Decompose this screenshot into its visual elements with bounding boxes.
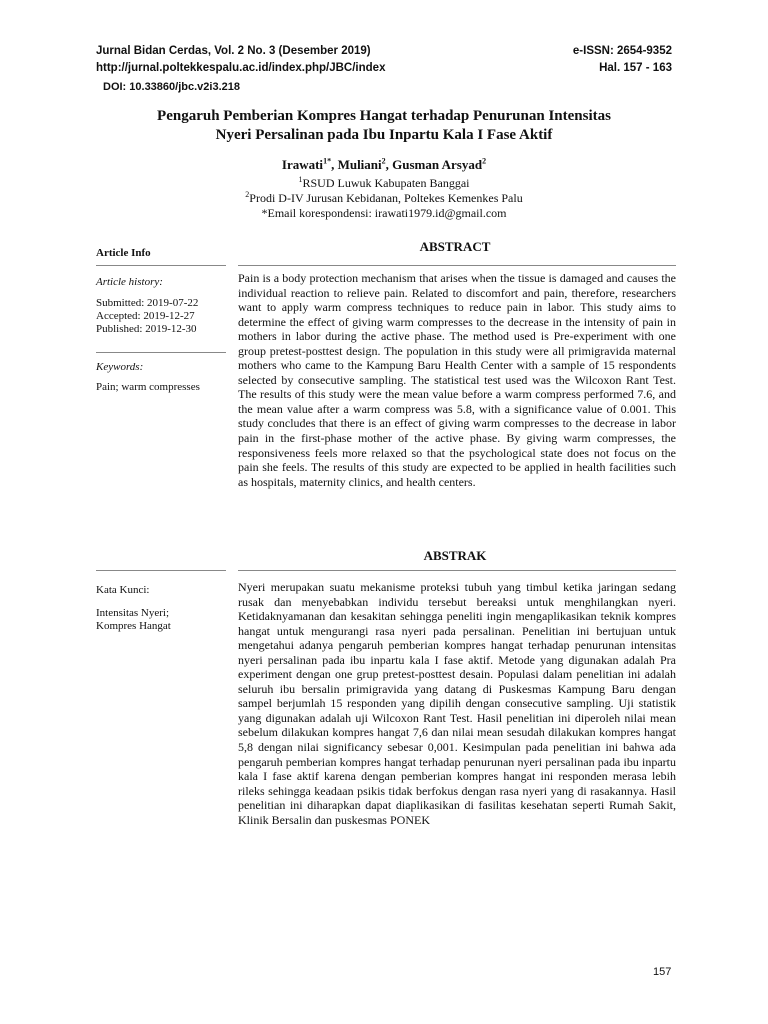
published-date: Published: 2019-12-30 — [96, 323, 197, 335]
abstrak-heading: ABSTRAK — [423, 548, 487, 563]
title-line-2: Nyeri Persalinan pada Ibu Inpartu Kala I Fase Aktif — [215, 127, 553, 143]
divider — [238, 570, 676, 571]
abstract-text: Pain is a body protection mechanism that arises when the tissue is damaged and causes the individual reaction to relieve pain. Related to discomfort and pain, therefore, researchers want to apply warm compress techniques to reduce pain in labor. This study aims to determine the effect of giving warm compresses to the decrease in the intensity of pain in mothers in labor during the active phase. The method used is Pre-experiment with one group pretest-posttest design. The population in this study were all primigravida maternal mothers who came to the Kampung Baru Health Center with a sample of 15 respondents selected by consecutive sampling. The statistical test used was the Wilcoxon Rant Test. The results of this study were the mean value before a warm compress performed 7.6, and the mean value after a warm compress was 5.8, with a significance value of 0.001. This study concludes that there is an effect of giving warm compresses to the decrease in labor pain in the first-phase mother of the active phase. By giving warm compresses, the responsiveness feels more relaxed so that the psychological state does not focus on the pain she feels. The results of this study are expected to be applied in health facilities such as hospitals, maternity clinics, and health centers. — [238, 271, 676, 489]
author-name: Irawati — [281, 157, 324, 172]
divider — [96, 352, 226, 353]
kata-kunci-item: Kompres Hangat — [96, 620, 171, 632]
page-range: Hal. 157 - 163 — [599, 62, 672, 74]
article-info-heading: Article Info — [96, 247, 151, 259]
divider — [96, 570, 226, 571]
affiliation-text: RSUD Luwuk Kabupaten Banggai — [302, 176, 470, 190]
author-separator: , — [385, 157, 393, 172]
divider — [96, 265, 226, 266]
keywords-label: Keywords: — [96, 361, 144, 373]
abstract-heading: ABSTRACT — [419, 239, 491, 254]
doi-link[interactable]: DOI: 10.33860/jbc.v2i3.218 — [103, 81, 240, 93]
journal-name: Jurnal Bidan Cerdas, Vol. 2 No. 3 (Desember 2019) — [96, 45, 371, 57]
divider — [238, 265, 676, 266]
affiliation-mark: 1 — [298, 175, 303, 184]
author-affiliation-mark: 2 — [381, 156, 386, 166]
submitted-date: Submitted: 2019-07-22 — [96, 297, 199, 309]
article-history — [96, 276, 226, 336]
paper-title — [60, 107, 708, 145]
author-separator: , — [331, 157, 338, 172]
kata-kunci-block — [96, 584, 226, 633]
author-name: Gusman Arsyad — [392, 157, 483, 172]
affiliation-2 — [0, 191, 768, 205]
author-list — [0, 157, 768, 173]
title-line-1: Pengaruh Pemberian Kompres Hangat terhadap Penurunan Intensitas — [157, 108, 611, 124]
kata-kunci-label: Kata Kunci: — [96, 584, 150, 596]
page-number: 157 — [653, 966, 672, 978]
issn: e-ISSN: 2654-9352 — [572, 45, 672, 57]
affiliation-text: Prodi D-IV Jurusan Kebidanan, Poltekes Kemenkes Palu — [249, 191, 523, 205]
author-name: Muliani — [337, 157, 382, 172]
accepted-date: Accepted: 2019-12-27 — [96, 310, 195, 322]
affiliation-mark: 2 — [245, 190, 250, 199]
correspondence-email[interactable]: *Email korespondensi: irawati1979.id@gmail.com — [261, 206, 507, 220]
kata-kunci-item: Intensitas Nyeri; — [96, 607, 170, 619]
author-affiliation-mark: 1* — [323, 156, 332, 166]
author-affiliation-mark: 2 — [482, 156, 487, 166]
journal-url-link[interactable]: http://jurnal.poltekkespalu.ac.id/index.php/JBC/index — [96, 62, 386, 74]
keywords-block — [96, 361, 226, 394]
keywords-text: Pain; warm compresses — [96, 381, 200, 393]
abstrak-text: Nyeri merupakan suatu mekanisme proteksi tubuh yang timbul ketika jaringan sedang rusak dan menyebabkan individu tersebut bereaksi untuk menghilangkan nyeri. Ketidaknyamanan dan kesakitan sehingga peneliti ingin mengaplikasikan teknik kompres hangat untuk mengurangi rasa nyeri pada persalinan. Penelitian ini bertujuan untuk mengetahui adanya pengaruh pemberian kompres hangat terhadap penurunan intensitas nyeri persalinan pada ibu inpartu kala I fase aktif. Metode yang digunakan adalah Pra experiment dengan one grup pretest-posttest desain. Populasi dalam penelitian ini adalah seluruh ibu bersalin primigravida yang datang di Puskesmas Kampung Baru dengan sampel berjumlah 15 responden yang dipilih dengan consecutive sampling. Uji statistik yang digunakan adalah uji Wilcoxon Rant Test. Hasil penelitian ini diperoleh nilai mean sebelum dilakukan kompres hangat 7,6 dan nilai mean sesudah dilakukan kompres hangat 5,8 dengan nilai significancy sebesar 0,001. Kesimpulan pada penelitian ini bahwa ada pengaruh pemberian kompres hangat terhadap penurunan nyeri persalinan pada ibu inpartu kala I fase aktif karena dengan pemberian kompres hangat ini responden merasa lebih rileks sehingga keadaan psikis tidak berfokus dengan rasa nyeri yang di rasakannya. Hasil penelitian ini diharapkan dapat diaplikasikan di fasilitas kesehatan seperti Rumah Sakit, Klinik Bersalin dan puskesmas PONEK — [238, 580, 676, 827]
affiliation-1 — [0, 176, 768, 190]
article-history-label: Article history: — [96, 276, 163, 288]
